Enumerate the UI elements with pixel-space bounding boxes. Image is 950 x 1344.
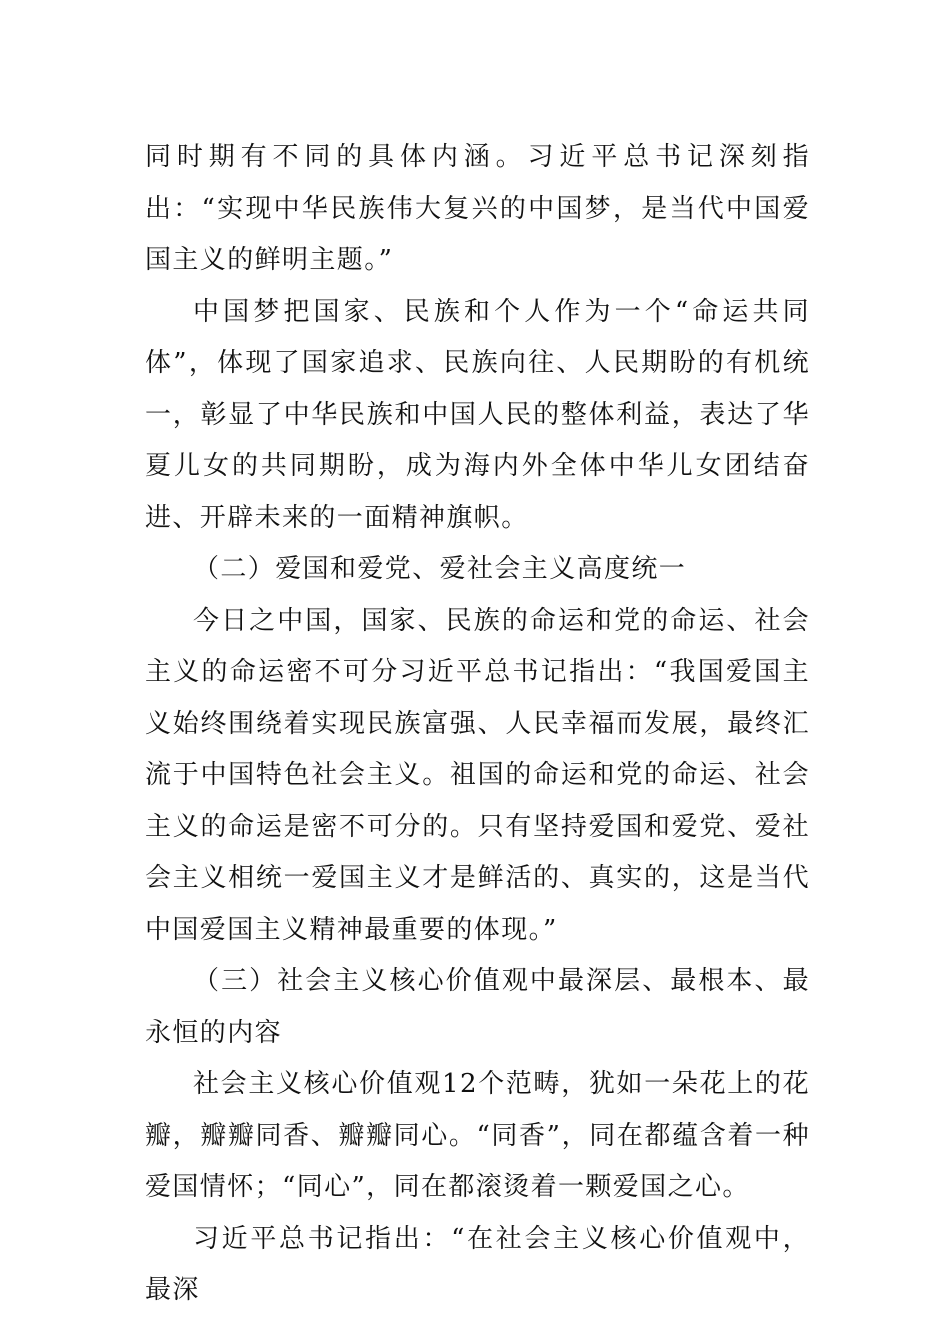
document-body xyxy=(145,132,810,1317)
paragraph-china-dream-theme: 同时期有不同的具体内涵。习近平总书记深刻指出：“实现中华民族伟大复兴的中国梦，是当代中国爱国主义的鲜明主题。” xyxy=(145,142,810,275)
paragraph-party-socialism: 今日之中国，国家、民族的命运和党的命运、社会主义的命运密不可分习近平总书记指出：“我国爱国主义始终围绕着实现民族富强、人民幸福而发展，最终汇流于中国特色社会主义。祖国的命运和党的命运、社会主义的命运是密不可分的。只有坚持爱国和爱党、爱社会主义相统一爱国主义才是鲜活的、真实的，这是当代中国爱国主义精神最重要的体现。” xyxy=(145,605,810,945)
section-heading-3: （三）社会主义核心价值观中最深层、最根本、最永恒的内容 xyxy=(145,966,810,1048)
paragraph-core-values: 社会主义核心价值观12个范畴，犹如一朵花上的花瓣，瓣瓣同香、瓣瓣同心。“同香”，同在都蕴含着一种爱国情怀；“同心”，同在都滚烫着一颗爱国之心。 xyxy=(145,1069,810,1202)
paragraph-quote-start: 习近平总书记指出：“在社会主义核心价值观中，最深 xyxy=(145,1223,810,1305)
section-heading-2: （二）爱国和爱党、爱社会主义高度统一 xyxy=(193,554,687,584)
paragraph-community-of-destiny: 中国梦把国家、民族和个人作为一个“命运共同体”，体现了国家追求、民族向往、人民期盼的有机统一，彰显了中华民族和中国人民的整体利益，表达了华夏儿女的共同期盼，成为海内外全体中华儿女团结奋进、开辟未来的一面精神旗帜。 xyxy=(145,296,810,533)
